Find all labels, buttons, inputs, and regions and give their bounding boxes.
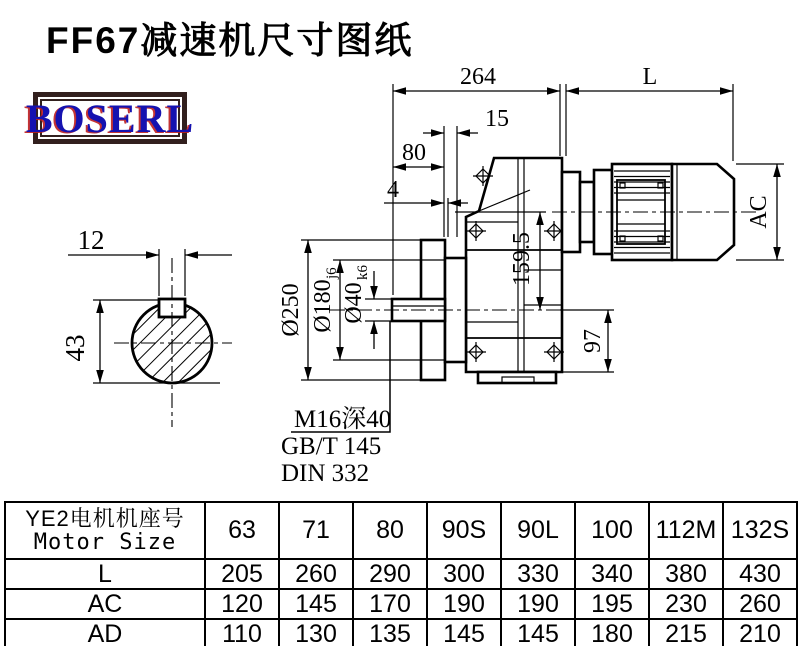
table-cell: 135 <box>353 619 427 646</box>
brand-logo-text: BOSERL <box>25 95 195 141</box>
table-cell: 430 <box>723 559 797 589</box>
table-cell: 170 <box>353 589 427 619</box>
column-header: 100 <box>575 502 649 559</box>
column-header: 71 <box>279 502 353 559</box>
table-header-cell <box>5 502 205 559</box>
dim-gap-label: 4 <box>387 177 399 203</box>
dim-shaft-fit-label: k6 <box>355 265 371 280</box>
column-header: 63 <box>205 502 279 559</box>
row-label: L <box>5 559 205 589</box>
page-title: FF67减速机尺寸图纸 <box>46 20 414 61</box>
table-cell: 260 <box>279 559 353 589</box>
table-cell: 120 <box>205 589 279 619</box>
table-cell: 205 <box>205 559 279 589</box>
table-cell: 110 <box>205 619 279 646</box>
table-cell: 195 <box>575 589 649 619</box>
row-label: AC <box>5 589 205 619</box>
table-cell: 380 <box>649 559 723 589</box>
dim-shaft-extension-label: 80 <box>402 140 426 166</box>
gb-standard-label: GB/T 145 <box>281 433 382 460</box>
din-standard-label: DIN 332 <box>281 460 370 487</box>
tap-hole-note <box>281 321 391 487</box>
dim-shaft-flat-height-label: 43 <box>60 334 90 362</box>
table-cell: 190 <box>501 589 575 619</box>
dim-axis-height-label: 159.5 <box>509 232 535 286</box>
dim-motor-diameter-label: AC <box>746 195 772 229</box>
table-cell: 210 <box>723 619 797 646</box>
table-header-row <box>5 502 797 559</box>
tap-note-label: M16深40 <box>294 406 392 433</box>
table-cell: 145 <box>427 619 501 646</box>
table-row-AD <box>5 619 797 646</box>
table-row-L <box>5 559 797 589</box>
table-cell: 330 <box>501 559 575 589</box>
table-cell: 260 <box>723 589 797 619</box>
dim-spigot-diameter-label: Ø180 <box>310 279 336 333</box>
dim-keyway-width-label: 12 <box>77 225 105 255</box>
table-cell: 145 <box>501 619 575 646</box>
column-header: 90L <box>501 502 575 559</box>
dim-base-height-label: 97 <box>580 329 606 353</box>
table-cell: 130 <box>279 619 353 646</box>
row-label: AD <box>5 619 205 646</box>
motor-size-table <box>4 501 798 646</box>
table-cell: 230 <box>649 589 723 619</box>
table-cell: 180 <box>575 619 649 646</box>
column-header: 80 <box>353 502 427 559</box>
motor-frame-header-en: Motor Size <box>33 529 177 555</box>
table-row-AC <box>5 589 797 619</box>
table-cell: 215 <box>649 619 723 646</box>
table-cell: 190 <box>427 589 501 619</box>
dim-flange-thickness-label: 15 <box>485 106 509 132</box>
dim-spigot-fit-label: j6 <box>324 267 340 279</box>
shaft-end-view <box>60 225 232 427</box>
motor-frame-header-cn: YE2电机机座号 <box>25 506 185 532</box>
table-cell: 145 <box>279 589 353 619</box>
dim-motor-length-label: L <box>642 64 658 90</box>
column-header: 132S <box>723 502 797 559</box>
dim-shaft-diameter-label: Ø40 <box>341 282 367 324</box>
table-cell: 290 <box>353 559 427 589</box>
dim-flange-diameter-label: Ø250 <box>278 283 304 337</box>
table-cell: 340 <box>575 559 649 589</box>
column-header: 90S <box>427 502 501 559</box>
table-cell: 300 <box>427 559 501 589</box>
column-header: 112M <box>649 502 723 559</box>
dim-overall-length-label: 264 <box>460 64 496 90</box>
